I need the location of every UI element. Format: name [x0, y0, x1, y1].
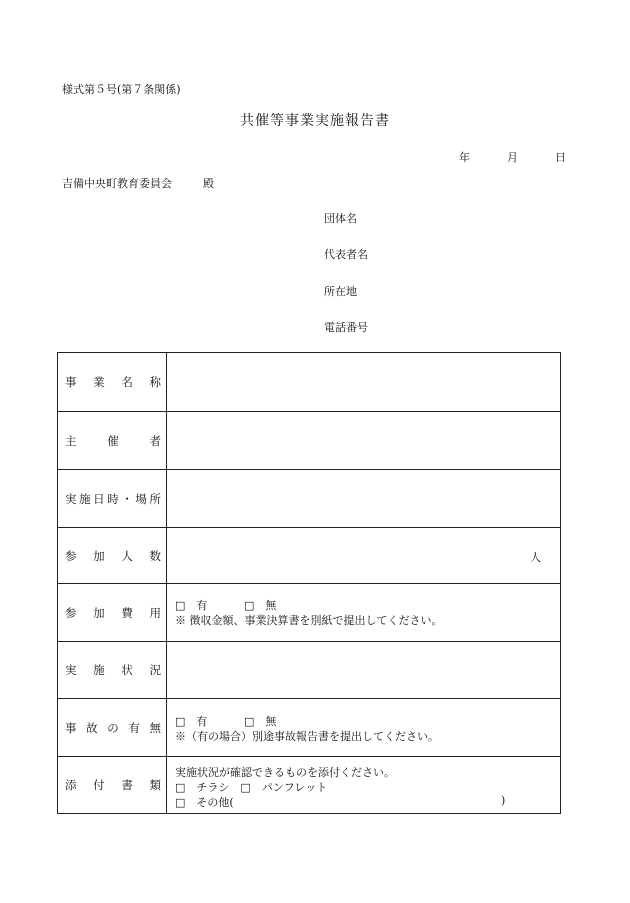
- participants-unit: 人: [530, 551, 541, 564]
- row-datetime-place: [58, 469, 560, 527]
- recipient-honorific: 殿: [203, 177, 214, 190]
- label-implementation-status: 実 施 状 況: [58, 642, 167, 698]
- row-participation-fee: [58, 583, 560, 641]
- attachments-instruction: 実施状況が確認できるものを添付ください。: [175, 766, 395, 779]
- field-datetime-place[interactable]: [175, 470, 552, 527]
- field-accident: [175, 699, 552, 756]
- fee-note: ※ 徴収金額、事業決算書を別紙で提出してください。: [175, 614, 443, 627]
- accident-option-yes[interactable]: □ 有: [175, 715, 208, 728]
- label-participation-fee: 参 加 費 用: [58, 584, 167, 641]
- field-event-name[interactable]: [175, 353, 552, 411]
- label-datetime-place: 実 施 日 時 ・ 場 所: [58, 470, 167, 527]
- org-name-label: 団体名: [324, 212, 357, 225]
- label-participants: 参 加 人 数: [58, 528, 167, 583]
- recipient-name: 吉備中央町教育委員会: [62, 177, 172, 190]
- attachments-other-close: ): [501, 794, 506, 807]
- label-organizer: 主 催 者: [58, 412, 167, 469]
- date-month: 月: [507, 151, 518, 164]
- attachments-flyer-pamphlet-options[interactable]: □ チラシ □ パンフレット: [175, 781, 328, 794]
- label-accident: 事 故 の 有 無: [58, 699, 167, 756]
- field-implementation-status[interactable]: [175, 642, 552, 698]
- row-attachments: [58, 756, 560, 813]
- label-attachments: 添 付 書 類: [58, 757, 167, 813]
- accident-note: ※（有の場合）別途事故報告書を提出してください。: [175, 730, 439, 743]
- recipient: [62, 175, 214, 191]
- field-participation-fee: [175, 584, 552, 641]
- form-number: 様式第５号(第７条関係): [62, 83, 181, 96]
- field-attachments: [175, 757, 552, 813]
- date-line: [459, 149, 566, 165]
- attachments-other-option[interactable]: □ その他(: [175, 796, 234, 809]
- row-implementation-status: [58, 641, 560, 698]
- fee-option-no[interactable]: □ 無: [244, 599, 277, 612]
- fee-option-yes[interactable]: □ 有: [175, 599, 208, 612]
- row-organizer: [58, 411, 560, 469]
- row-participants: [58, 527, 560, 583]
- date-year: 年: [459, 151, 470, 164]
- field-organizer[interactable]: [175, 412, 552, 469]
- report-table: [57, 352, 561, 814]
- document-title: 共催等事業実施報告書: [240, 113, 390, 129]
- phone-label: 電話番号: [324, 321, 368, 334]
- address-label: 所在地: [324, 285, 357, 298]
- row-event-name: [58, 353, 560, 411]
- date-day: 日: [555, 151, 566, 164]
- row-accident: [58, 698, 560, 756]
- field-participants[interactable]: [175, 528, 552, 583]
- representative-label: 代表者名: [324, 248, 368, 261]
- accident-option-no[interactable]: □ 無: [244, 715, 277, 728]
- label-event-name: 事 業 名 称: [58, 353, 167, 411]
